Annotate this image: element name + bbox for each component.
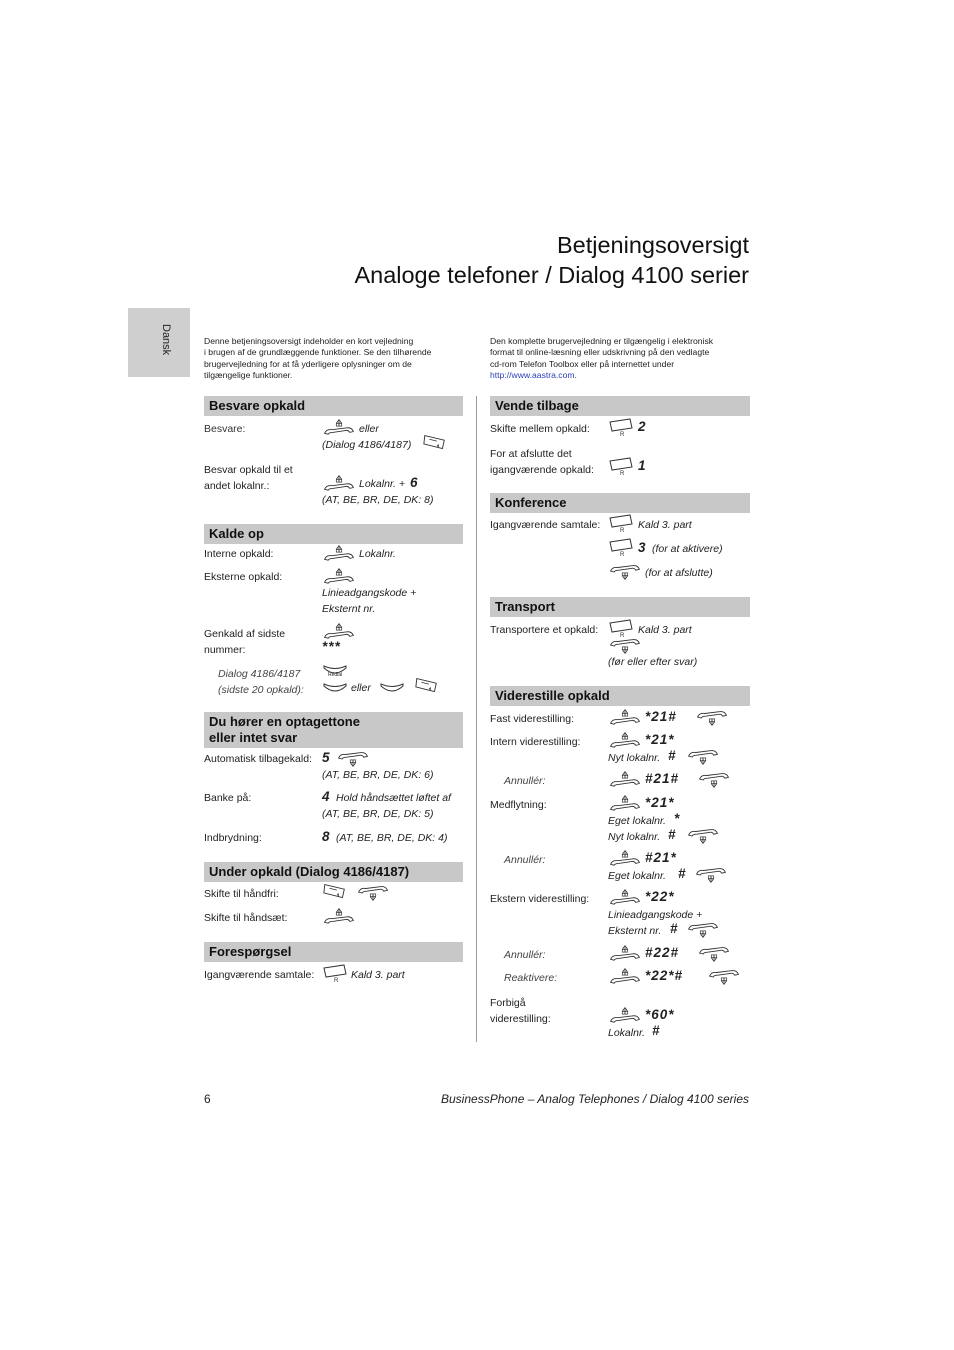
lift-handset-icon <box>608 770 642 788</box>
hangup-icon <box>695 709 729 727</box>
section-heading-besvare: Besvare opkald <box>204 396 463 416</box>
hangup-icon <box>697 945 731 963</box>
lift-handset-icon <box>608 708 642 726</box>
section-heading-foresporgsel: Forespørgsel <box>204 942 463 962</box>
r-key-icon <box>608 618 634 638</box>
section-heading-vende: Vende tilbage <box>490 396 750 416</box>
r-key-icon <box>608 513 634 533</box>
note: (Dialog 4186/4187) <box>322 439 412 451</box>
lift-handset-icon <box>608 888 642 906</box>
lift-handset-icon <box>322 907 356 925</box>
r-key-icon <box>608 537 634 557</box>
lift-handset-icon <box>608 794 642 812</box>
aastra-link[interactable]: http://www.aastra.com <box>490 369 575 380</box>
hangup-icon <box>686 748 720 766</box>
hangup-icon <box>697 771 731 789</box>
section-heading-under-opkald: Under opkald (Dialog 4186/4187) <box>204 862 463 882</box>
section-heading-hoerer: Du hører en optagettone eller intet svar <box>204 712 463 748</box>
page-number: 6 <box>204 1092 211 1106</box>
lift-handset-icon <box>608 731 642 749</box>
speaker-key-icon <box>414 676 440 696</box>
hangup-icon <box>686 827 720 845</box>
lift-handset-icon <box>322 418 356 436</box>
softkey-icon <box>322 680 348 698</box>
hangup-icon <box>608 637 642 655</box>
r-key-icon <box>322 963 348 983</box>
left-column: Besvare opkald Besvare: eller (Dialog 4186/4187) Besvar opkald til et andet lokalnr.: Lokalnr. + 6 (AT, BE, BR, DE, DK: 8) Kalde op Interne opkald: Lokalnr. Eksterne opkald: Linieadgangskode + Eksternt nr. Genkald af sidste nummer: *** Dialog 4186/4187 (sidste 20 opkald): Redial eller Du hører en optagettone eller intet svar Automatisk tilbagekald: 5 (AT, BE, BR, DE, DK: 6) Banke på: 4 Hold håndsættet løftet af (AT, BE, BR, DE, DK: 5) Indbrydning: 8 (AT, BE, BR, DE, DK: 4) Under opkald (Dialog 4186/4187) Skifte til håndfri: Skifte til håndsæt: Forespørgsel Igangværende samtale: Kald 3. part <box>204 396 463 996</box>
label: Besvare: <box>204 423 246 435</box>
intro-left: Denne betjeningsoversigt indeholder en kort vejledning i brugen af de grundlæggende funktioner. Se den tilhørende brugervejledning for at få yderligere oplysninger om de tilgængelige funktioner. <box>204 336 432 380</box>
lift-handset-icon <box>322 544 356 562</box>
lift-handset-icon <box>322 567 356 585</box>
section-heading-kalde: Kalde op <box>204 524 463 544</box>
lift-handset-icon <box>608 944 642 962</box>
hangup-icon <box>356 884 390 902</box>
lift-handset-icon <box>608 967 642 985</box>
key-code: *** <box>322 639 341 654</box>
right-column: Vende tilbage Skifte mellem opkald: 2 For at afslutte det igangværende opkald: 1 Konference Igangværende samtale: Kald 3. part 3 (for at aktivere) (for at afslutte) Transport Transportere et opkald: Kald 3. part (før eller efter svar) Viderestille opkald Fast viderestilling: *21# Intern viderestilling: *21* Nyt lokalnr. # Annullér: #21# Medflytning: *21* Eget lokalnr. * Nyt lokalnr. # Annullér: #21* Eget lokalnr. # Ekstern viderestilling: *22* Linieadgangskode + Eksternt nr. # Annullér: #22# Reaktivere: *22*# Forbigå viderestilling: *60* Lokalnr. # <box>490 396 750 1046</box>
footer-doc-title: BusinessPhone – Analog Telephones / Dialog 4100 series <box>441 1092 749 1106</box>
hangup-icon <box>707 968 741 986</box>
page-title: Betjeningsoversigt Analoge telefoner / Dialog 4100 serier <box>354 232 749 288</box>
or-text: eller <box>359 423 379 435</box>
section-heading-transport: Transport <box>490 597 750 617</box>
label: Besvar opkald til et andet lokalnr.: <box>204 464 293 492</box>
section-heading-viderestille: Viderestille opkald <box>490 686 750 706</box>
hangup-icon <box>694 866 728 884</box>
digit-key: 6 <box>410 475 418 490</box>
language-tab: Dansk <box>128 308 190 377</box>
lift-handset-icon <box>608 849 642 867</box>
speaker-key-icon <box>422 433 448 453</box>
intro-right: Den komplette brugervejledning er tilgængelig i elektronisk format til online-læsning eller udskrivning på den vedlagte cd-rom Telefon Toolbox eller på internettet under http://www.aastra.com. <box>490 336 714 380</box>
hangup-icon <box>608 563 642 581</box>
lift-handset-icon <box>322 622 356 640</box>
r-key-icon <box>608 417 634 437</box>
softkey-icon <box>379 680 405 698</box>
lift-handset-icon <box>322 474 356 492</box>
section-heading-konference: Konference <box>490 493 750 513</box>
lift-handset-icon <box>608 1006 642 1024</box>
r-key-icon <box>608 456 634 476</box>
hangup-icon <box>686 921 720 939</box>
hangup-icon <box>336 750 370 768</box>
column-divider <box>476 396 477 1042</box>
speaker-key-icon <box>322 882 348 902</box>
